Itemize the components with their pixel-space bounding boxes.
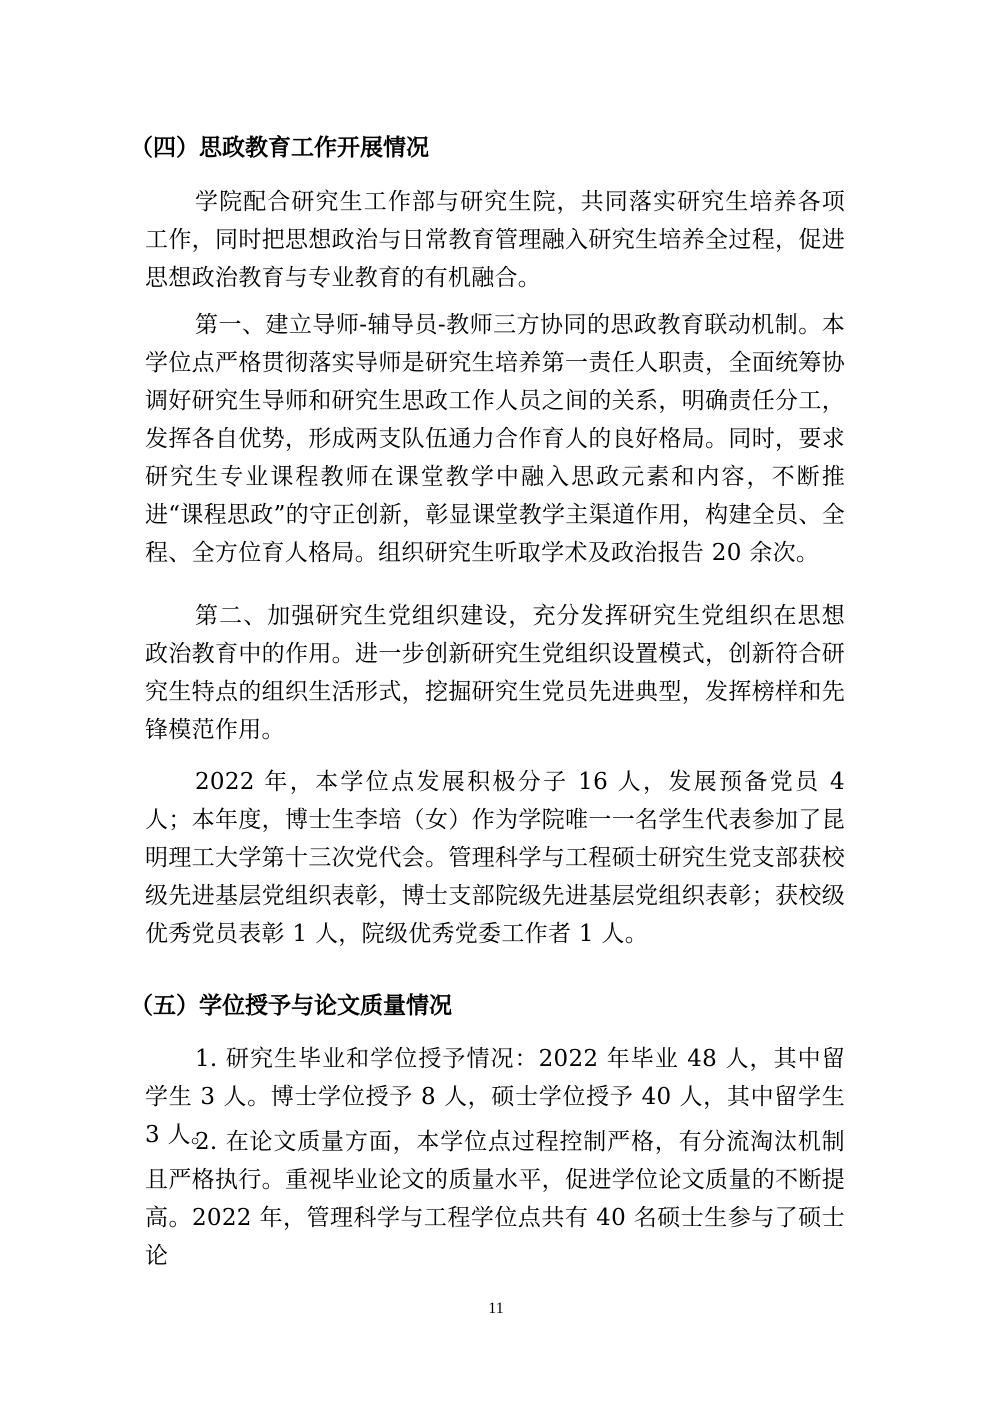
paragraph-intro: 学院配合研究生工作部与研究生院，共同落实研究生培养各项工作，同时把思想政治与日常教育管理融入研究生培养全过程，促进思想政治教育与专业教育的有机融合。 (145, 189, 845, 291)
section-heading-ideological-education: （四）思政教育工作开展情况 (130, 135, 429, 161)
paragraph-first-measure: 第一、建立导师-辅导员-教师三方协同的思政教育联动机制。本学位点严格贯彻落实导师是研究生培养第一责任人职责，全面统筹协调好研究生导师和研究生思政工作人员之间的关系，明确责任分工，发挥各自优势，形成两支队伍通力合作育人的良好格局。同时，要求研究生专业课程教师在课堂教学中融入思政元素和内容，不断推进“课程思政”的守正创新，彰显课堂教学主渠道作用，构建全员、全程、全方位育人格局。组织研究生听取学术及政治报告 20 余次。 (145, 312, 845, 566)
page-number: 11 (488, 1300, 504, 1317)
paragraph-second-measure: 第二、加强研究生党组织建设，充分发挥研究生党组织在思想政治教育中的作用。进一步创新研究生党组织设置模式，创新符合研究生特点的组织生活形式，挖掘研究生党员先进典型，发挥榜样和先锋模范作用。 (145, 603, 845, 743)
paragraph-thesis-quality: 2. 在论文质量方面，本学位点过程控制严格，有分流淘汰机制且严格执行。重视毕业论文的质量水平，促进学位论文质量的不断提高。2022 年，管理科学与工程学位点共有 40 名硕士生参与了硕士论 (145, 1129, 845, 1269)
section-heading-degree-awarding: （五）学位授予与论文质量情况 (130, 993, 452, 1019)
paragraph-party-development: 2022 年，本学位点发展积极分子 16 人，发展预备党员 4 人；本年度，博士生李培（女）作为学院唯一一名学生代表参加了昆明理工大学第十三次党代会。管理科学与工程硕士研究生党支部获校级先进基层党组织表彰，博士支部院级先进基层党组织表彰；获校级优秀党员表彰 1 人，院级优秀党委工作者 1 人。 (145, 769, 845, 947)
paragraph-graduation-stats: 1. 研究生毕业和学位授予情况：2022 年毕业 48 人，其中留学生 3 人。博士学位授予 8 人，硕士学位授予 40 人，其中留学生 3 人。 (145, 1046, 845, 1148)
